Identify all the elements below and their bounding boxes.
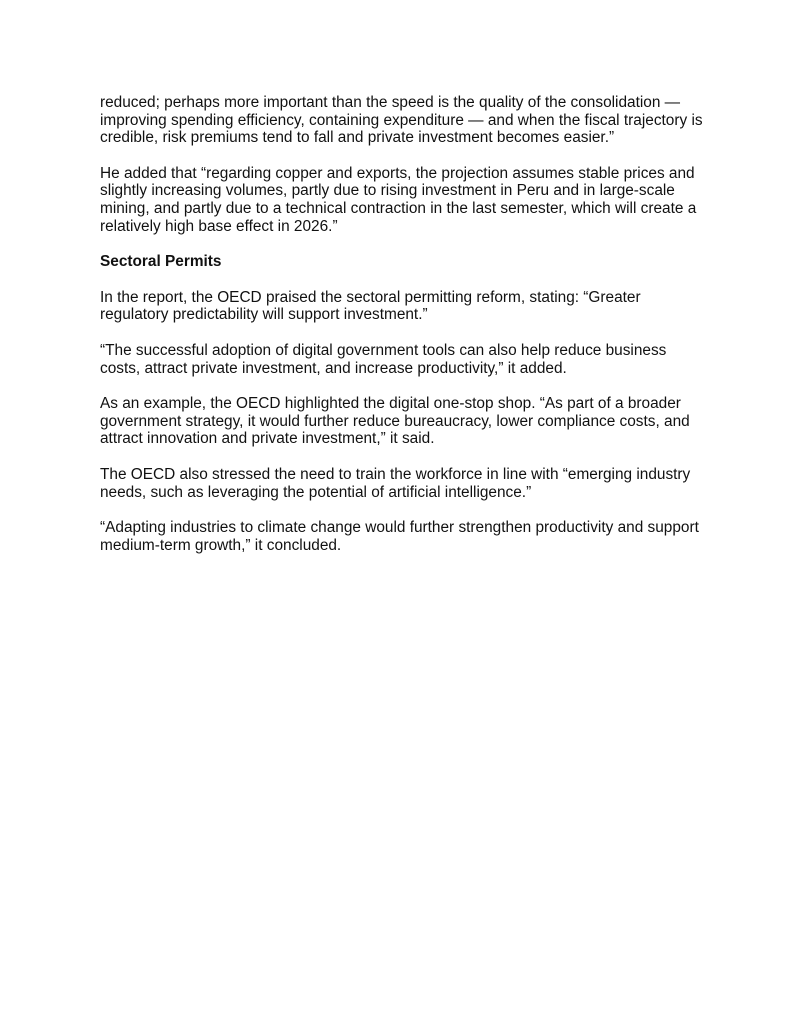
paragraph-workforce-training: The OECD also stressed the need to train the workforce in line with “emerging industry needs, such as leveraging the potential of artificial intelligence.” xyxy=(100,465,691,501)
paragraph-one-stop-shop: As an example, the OECD highlighted the digital one-stop shop. “As part of a broader government strategy, it would further reduce bureaucracy, lower compliance costs, and attract innovation and private investment,” it said. xyxy=(100,395,690,448)
paragraph-permitting-reform: In the report, the OECD praised the sectoral permitting reform, stating: “Greater regulatory predictability will support investment.” xyxy=(100,288,641,324)
paragraph-climate-adaptation: “Adapting industries to climate change would further strengthen productivity and support medium-term growth,” it concluded. xyxy=(100,519,699,554)
paragraph-copper-exports: He added that “regarding copper and exports, the projection assumes stable prices and slightly increasing volumes, partly due to rising investment in Peru and in large-scale mining, and partly due to a technical contraction in the last semester, which will create a relatively high base effect in 2026.” xyxy=(100,164,697,235)
paragraph-fiscal-consolidation: reduced; perhaps more important than the speed is the quality of the consolidation — improving spending efficiency, containing expenditure — and when the fiscal trajectory is credible, risk premiums tend to fall and private investment becomes easier.” xyxy=(100,94,703,147)
section-heading-sectoral-permits: Sectoral Permits xyxy=(100,253,222,271)
document-body xyxy=(100,94,705,572)
paragraph-digital-government: “The successful adoption of digital government tools can also help reduce business costs, attract private investment, and increase productivity,” it added. xyxy=(100,341,667,377)
